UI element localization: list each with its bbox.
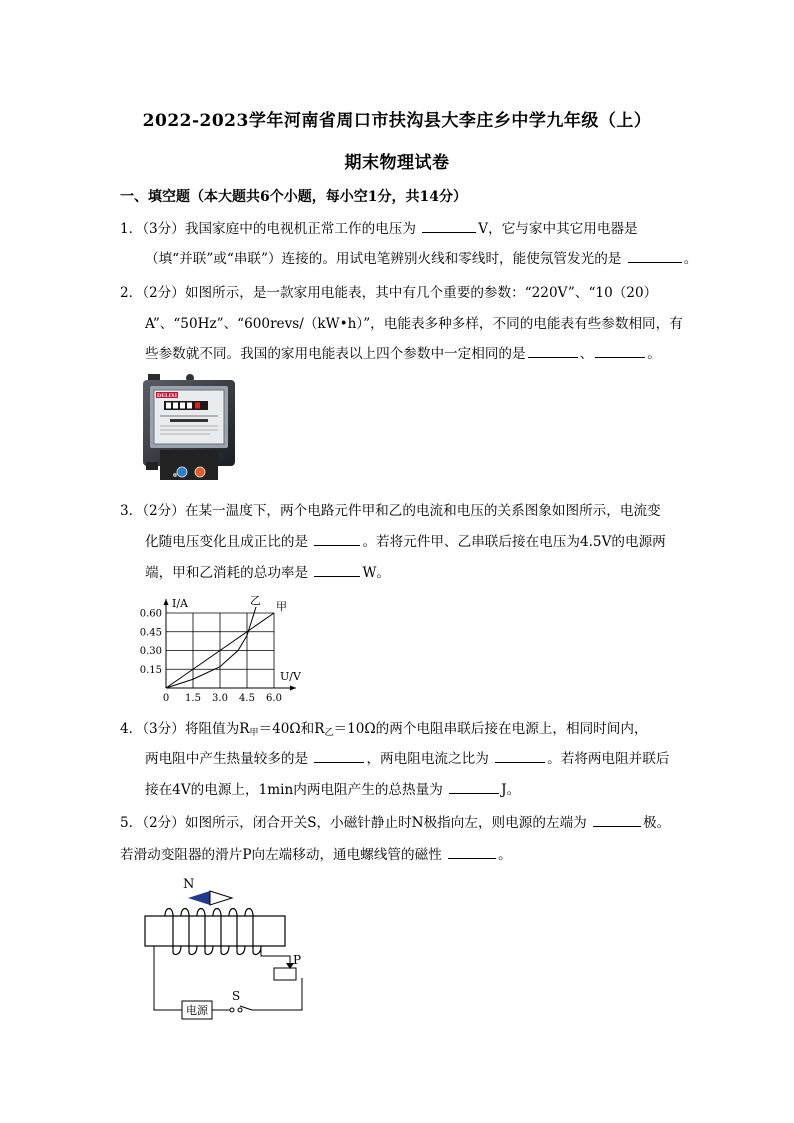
q1-line1 — [120, 217, 638, 237]
page-title-line1: 2022-2023学年河南省周口市扶沟县大李庄乡中学九年级（上） — [142, 111, 652, 131]
q3-line1: 3．（2分）在某一温度下，两个电路元件甲和乙的电流和电压的关系图象如图所示，电流变 — [120, 503, 661, 519]
q5-line1 — [120, 811, 670, 831]
series-label-1: 甲 — [276, 600, 287, 613]
switch-contact-left — [230, 1008, 234, 1012]
q3-blank-2 — [314, 564, 360, 577]
q2-line3 — [145, 342, 661, 362]
compass-needle-south — [210, 891, 232, 905]
q4-sub-jia: 甲 — [249, 728, 259, 738]
y-tick-label: 0.60 — [139, 608, 162, 620]
switch-s-label: S — [232, 989, 241, 1003]
q4-blank-2 — [495, 750, 545, 763]
q5-text-a: 5．（2分）如图所示，闭合开关S，小磁针静止时N极指向左，则电源的左端为 — [120, 815, 592, 831]
q3-line2 — [145, 530, 666, 550]
power-source-label: 电源 — [186, 1004, 208, 1017]
q1-text-b: V，它与家中其它用电器是 — [478, 221, 638, 237]
q5-line2 — [120, 843, 512, 863]
x-tick-label: 4.5 — [239, 693, 255, 704]
q4-text-c: ＝10Ω的两个电阻串联后接在电源上，相同时间内， — [333, 721, 648, 737]
q4-line2 — [145, 747, 669, 767]
q5-text-d: 。 — [498, 847, 512, 863]
q3-text-c: 端，甲和乙消耗的总功率是 — [145, 565, 313, 581]
q5-text-c: 若滑动变阻器的滑片P向左端移动，通电螺线管的磁性 — [120, 847, 447, 863]
q4-text-f: 。若将两电阻并联后 — [547, 751, 670, 767]
q2-text-b: 、 — [579, 346, 594, 362]
q3-text-b: 。若将元件甲、乙串联后接在电压为4.5V的电源两 — [362, 534, 666, 550]
q2-text-c: 。 — [647, 346, 661, 362]
q4-blank-1 — [314, 750, 364, 763]
q3-text-d: W。 — [362, 565, 391, 581]
x-tick-label: 0 — [162, 693, 170, 704]
q4-text-h: J。 — [501, 782, 521, 798]
q5-blank-2 — [448, 846, 496, 859]
series-line-2 — [166, 607, 256, 688]
q1-line2 — [145, 247, 697, 267]
q4-blank-3 — [449, 781, 499, 794]
q4-line1 — [120, 717, 648, 738]
x-tick-label: 6.0 — [266, 693, 282, 704]
q3-blank-1 — [314, 533, 360, 546]
q2-line1: 2．（2分）如图所示，是一款家用电能表，其中有几个重要的参数：“220V”、“10（20） — [120, 285, 658, 301]
y-axis-arrow — [164, 599, 169, 605]
q4-text-g: 接在4V的电源上，1min内两电阻产生的总热量为 — [145, 782, 448, 798]
solenoid-circuit-diagram — [140, 872, 330, 1024]
q1-text-c: （填“并联”或“串联”）连接的。用试电笔辨别火线和零线时，能使氖管发光的是 — [145, 251, 626, 267]
x-tick-label: 3.0 — [212, 693, 228, 704]
compass-needle-north — [188, 891, 210, 905]
switch-contact-right — [238, 1008, 242, 1012]
q4-text-a: 4．（3分）将阻值为R — [120, 721, 250, 737]
q3-text-a: 化随电压变化且成正比的是 — [145, 534, 313, 550]
y-axis-label: I/A — [172, 597, 188, 610]
y-tick-label: 0.30 — [139, 646, 162, 657]
y-tick-label: 0.45 — [139, 627, 162, 639]
series-label-2: 乙 — [250, 594, 261, 607]
q1-blank-2 — [628, 250, 682, 263]
q5-text-b: 极。 — [643, 815, 671, 831]
meter-brand: DELIXI — [156, 393, 178, 400]
y-tick-label: 0.15 — [139, 664, 162, 676]
q1-blank-1 — [422, 220, 476, 233]
iv-chart — [130, 588, 330, 708]
q4-text-d: 两电阻中产生热量较多的是 — [145, 751, 313, 767]
page-title-line2: 期末物理试卷 — [344, 153, 450, 173]
slider-p-label: P — [293, 953, 302, 967]
q1-text-d: 。 — [683, 251, 698, 267]
x-axis-arrow — [290, 686, 296, 691]
x-axis-label: U/V — [280, 670, 301, 683]
q5-blank-1 — [593, 814, 641, 827]
q2-text-a: 些参数就不同。我国的家用电能表以上四个参数中一定相同的是 — [145, 346, 526, 362]
q2-line2: A”、“50Hz”、“600revs/（kW•h）”，电能表多种多样，不同的电能表有些参数相同，有 — [145, 316, 683, 332]
q4-sub-yi: 乙 — [324, 728, 334, 738]
q2-blank-1 — [528, 345, 578, 358]
q1-text-a: 1．（3分）我国家庭中的电视机正常工作的电压为 — [120, 221, 421, 237]
q4-line3 — [145, 778, 520, 798]
needle-n-label: N — [183, 877, 195, 892]
q4-text-e: ，两电阻电流之比为 — [366, 751, 494, 767]
x-tick-label: 1.5 — [185, 693, 201, 704]
solenoid-core — [145, 916, 285, 946]
electricity-meter-image — [140, 372, 240, 484]
q2-blank-2 — [595, 345, 645, 358]
section-heading: 一、填空题（本大题共6个小题，每小空1分，共14分） — [120, 189, 467, 205]
q4-text-b: ＝40Ω和R — [258, 721, 325, 737]
q3-line3 — [145, 561, 390, 581]
rheostat — [274, 968, 296, 980]
